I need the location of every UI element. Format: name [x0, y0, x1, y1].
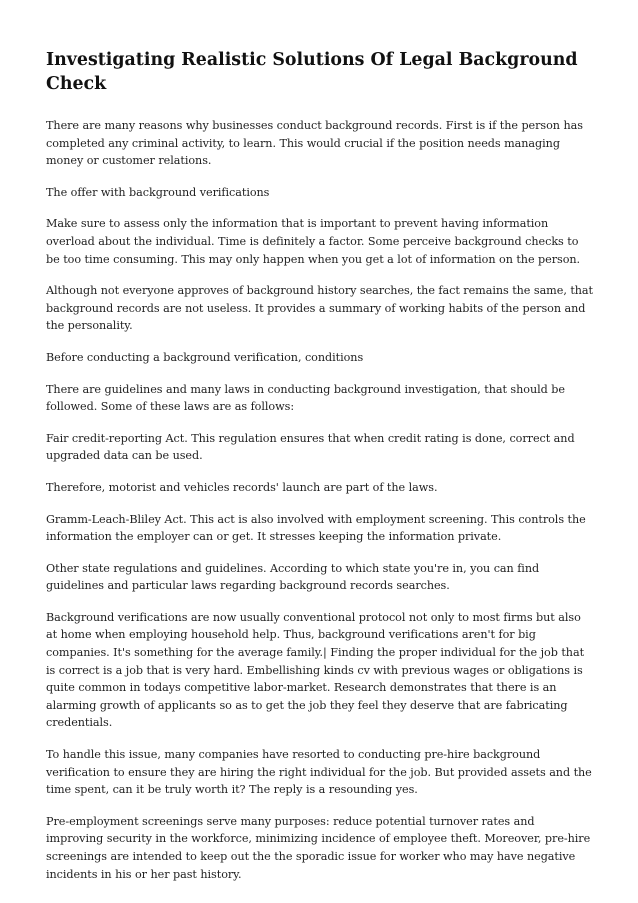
paragraph: Therefore, motorist and vehicles records' launch are part of the laws. — [46, 480, 438, 494]
paragraph: Make sure to assess only the information that is important to prevent having information overload about the individual. Time is definitely a factor. Some perceive background checks to be too time consuming. This may only happen when you get a lot of information on the person. — [46, 217, 581, 266]
paragraph: Gramm-Leach-Bliley Act. This act is also involved with employment screening. This controls the information the employer can or get. It stresses keeping the information private. — [46, 512, 586, 544]
paragraph: Before conducting a background verification, conditions — [46, 350, 364, 364]
paragraph: The offer with background verifications — [46, 185, 270, 199]
paragraph: Fair credit-reporting Act. This regulation ensures that when credit rating is done, correct and upgraded data can be used. — [46, 431, 575, 463]
paragraph: To handle this issue, many companies have resorted to conducting pre-hire background verification to ensure they are hiring the right individual for the job. But provided assets and the time spent, can it be truly worth it? The reply is a resounding yes. — [46, 748, 592, 797]
paragraph: Background verifications are now usually conventional protocol not only to most firms but also at home when employing household help. Thus, background verifications aren't for big companies. It's something for the average family.| Finding the proper individual for the job that is correct is a job that is very hard. Embellishing kinds cv with previous wages or obligations is quite common in todays competitive labor-market. Research demonstrates that there is an alarming growth of applicants so as to get the job they feel they deserve that are fabricating credentials. — [46, 610, 585, 730]
paragraph: There are guidelines and many laws in conducting background investigation, that should be followed. Some of these laws are as follows: — [46, 382, 565, 414]
document-page — [46, 48, 594, 897]
paragraph: Although not everyone approves of background history searches, the fact remains the same, that background records are not useless. It provides a summary of working habits of the person and the personality. — [46, 284, 593, 333]
paragraph: There are many reasons why businesses conduct background records. First is if the person has completed any criminal activity, to learn. This would crucial if the position needs managing money or customer relations. — [46, 119, 583, 168]
document-title: Investigating Realistic Solutions Of Legal Background Check — [46, 50, 578, 94]
paragraph: Other state regulations and guidelines. According to which state you're in, you can find guidelines and particular laws regarding background records searches. — [46, 561, 540, 593]
paragraph: Pre-employment screenings serve many purposes: reduce potential turnover rates and improving security in the workforce, minimizing incidence of employee theft. Moreover, pre-hire screenings are intended to keep out the the sporadic issue for worker who may have negative incidents in his or her past history. — [46, 814, 591, 881]
